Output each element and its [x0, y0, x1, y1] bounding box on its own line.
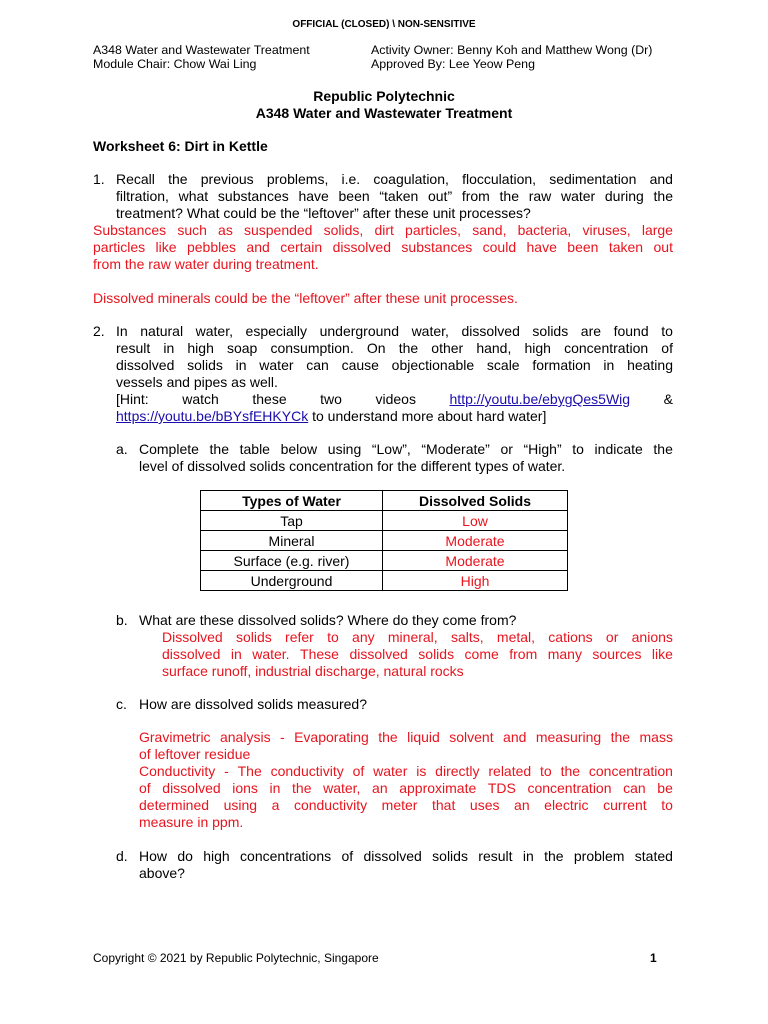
word: concentration: [527, 780, 612, 796]
word: certain: [280, 239, 323, 255]
word: Recall: [116, 171, 155, 187]
word: The: [237, 763, 262, 779]
word: cause: [341, 357, 379, 373]
table-header: Dissolved Solids: [383, 491, 568, 511]
word: dissolved: [116, 357, 175, 373]
word: any: [352, 629, 375, 645]
activity-owner: Activity Owner: Benny Koh and Matthew Wong (Dr): [371, 43, 653, 57]
word: the: [499, 188, 519, 204]
word: flocculation,: [462, 171, 537, 187]
word: and: [649, 171, 673, 187]
q2b-answer-line: [162, 629, 673, 645]
word: using: [327, 441, 362, 457]
q2c-question: How are dissolved solids measured?: [139, 696, 367, 712]
water-type-cell: Tap: [201, 511, 383, 531]
word: dissolved: [332, 239, 391, 255]
word: conductivity: [270, 763, 344, 779]
word: table: [239, 441, 270, 457]
word: out: [653, 239, 673, 255]
q2b-answer-line: [162, 646, 673, 662]
q2d-line: [139, 848, 673, 864]
word: natural: [140, 323, 184, 339]
word: soap: [226, 340, 258, 356]
word: especially: [245, 323, 308, 339]
word: conductivity: [293, 797, 368, 813]
word: to: [572, 441, 584, 457]
word: result: [478, 848, 513, 864]
q1-answer-leftover: Dissolved minerals could be the “leftover” after these unit processes.: [93, 290, 518, 306]
word: These: [300, 646, 339, 662]
q2a-label: a.: [116, 441, 128, 457]
word: like: [651, 646, 673, 662]
q2c-answer-line: of leftover residue: [139, 746, 251, 762]
word: been: [567, 239, 599, 255]
word: suspended: [243, 222, 313, 238]
word: large: [641, 222, 673, 238]
word: been: [338, 188, 370, 204]
word: the: [653, 188, 673, 204]
word: water,: [195, 323, 233, 339]
word: and: [246, 239, 270, 255]
word: be: [657, 780, 673, 796]
word: during: [604, 188, 644, 204]
solids-level-cell: Moderate: [383, 551, 568, 571]
video-link-1[interactable]: http://youtu.be/ebygQes5Wig: [449, 391, 631, 407]
word: such: [177, 222, 207, 238]
word: of: [341, 848, 354, 864]
word: and: [503, 729, 527, 745]
table-header-row: [201, 491, 568, 511]
q2c-answer-line: [139, 797, 673, 813]
word: solids: [187, 357, 223, 373]
approved-by: Approved By: Lee Yeow Peng: [371, 57, 535, 71]
hint-word: [Hint:: [116, 391, 149, 407]
word: of: [661, 340, 673, 356]
table-header: Types of Water: [201, 491, 383, 511]
q2-hint-line-2: [116, 408, 546, 424]
word: dissolved: [162, 646, 221, 662]
institution-title: Republic Polytechnic: [313, 88, 455, 104]
word: in: [163, 340, 175, 356]
word: found: [613, 323, 649, 339]
table-row: [201, 551, 568, 571]
word: sedimentation: [549, 171, 637, 187]
word: formation: [532, 357, 591, 373]
word: the: [544, 848, 564, 864]
worksheet-title: Worksheet 6: Dirt in Kettle: [93, 138, 268, 154]
word: bacteria,: [517, 222, 572, 238]
word: TDS: [487, 780, 516, 796]
dissolved-solids-table: [200, 490, 568, 591]
solids-level-cell: Low: [383, 511, 568, 531]
word: dissolved: [461, 323, 520, 339]
word: particles,: [405, 222, 462, 238]
word: what: [178, 188, 209, 204]
q2-number: 2.: [93, 323, 105, 339]
word: solids,: [323, 222, 364, 238]
word: other: [431, 340, 464, 356]
word: particles: [93, 239, 146, 255]
word: the: [560, 763, 581, 779]
word: anions: [631, 629, 673, 645]
word: many: [547, 646, 582, 662]
word: problem: [573, 848, 625, 864]
q1-answer-line: from the raw water during treatment.: [93, 256, 319, 272]
word: -: [280, 729, 285, 745]
q2c-label: c.: [116, 696, 127, 712]
word: like: [155, 239, 177, 255]
word: substances: [217, 188, 289, 204]
word: can: [306, 357, 329, 373]
word: high: [524, 340, 551, 356]
word: consumption.: [270, 340, 354, 356]
word: to: [540, 763, 552, 779]
word: dissolved: [349, 646, 408, 662]
word: the: [168, 171, 188, 187]
word: water,: [323, 780, 361, 796]
word: coagulation,: [373, 171, 449, 187]
word: in: [603, 357, 615, 373]
word: directly: [435, 763, 480, 779]
word: “Moderate”: [421, 441, 490, 457]
word: water: [373, 763, 408, 779]
water-type-cell: Underground: [201, 571, 383, 591]
solids-level-cell: Moderate: [383, 531, 568, 551]
word: the: [292, 780, 312, 796]
q2b-label: b.: [116, 612, 128, 628]
q2-line: vessels and pipes as well.: [116, 374, 278, 390]
word: concentration: [588, 763, 673, 779]
q2b-question: What are these dissolved solids? Where do they come from?: [139, 612, 517, 628]
word: can: [623, 780, 646, 796]
word: substances: [401, 239, 473, 255]
word: solids: [532, 323, 569, 339]
q2a-line: level of dissolved solids concentration for the different types of water.: [139, 458, 566, 474]
word: solids: [432, 848, 468, 864]
word: an: [372, 780, 388, 796]
word: high: [187, 340, 214, 356]
video-link-2[interactable]: https://youtu.be/bBYsfEHKYCk: [116, 408, 309, 424]
word: cations: [548, 629, 593, 645]
word: previous: [200, 171, 254, 187]
word: Dissolved: [162, 629, 223, 645]
word: meter: [381, 797, 418, 813]
hint-word: watch: [182, 391, 219, 407]
word: scale: [486, 357, 520, 373]
word: concentrations: [240, 848, 332, 864]
water-type-cell: Surface (e.g. river): [201, 551, 383, 571]
q1-line: [116, 171, 673, 187]
module-name: A348 Water and Wastewater Treatment: [93, 43, 310, 57]
word: are: [580, 323, 602, 339]
word: heating: [627, 357, 673, 373]
word: salts,: [450, 629, 484, 645]
word: viruses,: [582, 222, 631, 238]
word: the: [209, 441, 229, 457]
q2-hint-line: [116, 391, 673, 407]
q2-line: [116, 323, 673, 339]
word: of: [139, 780, 151, 796]
q2c-answer-line: measure in ppm.: [139, 814, 244, 830]
hint-word: these: [252, 391, 287, 407]
solids-level-cell: High: [383, 571, 568, 591]
word: in: [230, 646, 242, 662]
word: current: [603, 797, 647, 813]
water-type-cell: Mineral: [201, 531, 383, 551]
page-number: 1: [650, 951, 657, 965]
word: come: [464, 646, 499, 662]
word: solvent: [449, 729, 494, 745]
hint-end: to understand more about hard water]: [308, 408, 547, 424]
word: in: [235, 357, 247, 373]
copyright-footer: Copyright © 2021 by Republic Polytechnic, Singapore: [93, 951, 379, 965]
word: objectionable: [391, 357, 475, 373]
q2c-answer-line: [139, 729, 673, 745]
word: is: [416, 763, 427, 779]
word: analysis: [219, 729, 271, 745]
word: to: [661, 323, 673, 339]
word: concentration: [564, 340, 649, 356]
word: a: [271, 797, 280, 813]
word: to: [661, 797, 673, 813]
word: water: [259, 357, 294, 373]
word: problems,: [266, 171, 329, 187]
q2c-answer-line: [139, 780, 673, 796]
word: Gravimetric: [139, 729, 211, 745]
word: water,: [411, 323, 449, 339]
word: have: [526, 239, 557, 255]
word: the: [610, 729, 631, 745]
word: stated: [634, 848, 673, 864]
word: to: [327, 629, 339, 645]
hint-word: two: [320, 391, 342, 407]
word: On: [366, 340, 386, 356]
word: metal,: [496, 629, 536, 645]
word: indicate: [594, 441, 643, 457]
word: have: [298, 188, 329, 204]
word: Evaporating: [294, 729, 369, 745]
word: solids: [235, 629, 272, 645]
word: raw: [528, 188, 552, 204]
word: high: [203, 848, 230, 864]
word: from: [461, 188, 490, 204]
word: an: [514, 797, 530, 813]
word: of: [352, 763, 365, 779]
word: result: [116, 340, 151, 356]
table-row: [201, 571, 568, 591]
word: Conductivity: [139, 763, 216, 779]
word: i.e.: [341, 171, 361, 187]
word: solids: [418, 646, 455, 662]
word: How: [139, 848, 168, 864]
word: from: [509, 646, 538, 662]
word: Complete: [139, 441, 199, 457]
q2d-line: above?: [139, 865, 185, 881]
word: sand,: [472, 222, 507, 238]
q2-line: [116, 357, 673, 373]
word: taken: [608, 239, 644, 255]
word: or: [500, 441, 513, 457]
word: mass: [639, 729, 673, 745]
word: In: [116, 323, 128, 339]
q2-line: [116, 340, 673, 356]
word: approximate: [399, 780, 477, 796]
word: electric: [544, 797, 589, 813]
word: related: [488, 763, 532, 779]
word: measuring: [535, 729, 602, 745]
classification-label: OFFICIAL (CLOSED) \ NON-SENSITIVE: [292, 19, 476, 30]
word: pebbles: [186, 239, 237, 255]
q2a-line: [139, 441, 673, 457]
word: out”: [427, 188, 453, 204]
word: underground: [319, 323, 399, 339]
word: “taken: [379, 188, 419, 204]
word: mineral,: [387, 629, 438, 645]
word: filtration,: [116, 188, 169, 204]
word: in: [269, 780, 281, 796]
word: ions: [232, 780, 258, 796]
word: using: [223, 797, 258, 813]
word: the: [653, 441, 673, 457]
word: do: [177, 848, 193, 864]
q1-answer-line: [93, 222, 673, 238]
word: that: [432, 797, 456, 813]
module-chair: Module Chair: Chow Wai Ling: [93, 57, 257, 71]
word: “Low”,: [371, 441, 411, 457]
word: the: [398, 340, 419, 356]
word: below: [280, 441, 318, 457]
ampersand: &: [663, 391, 673, 407]
word: -: [224, 763, 229, 779]
word: dissolved: [162, 780, 221, 796]
q1-answer-line: [93, 239, 673, 255]
word: water: [560, 188, 596, 204]
q1-number: 1.: [93, 171, 105, 187]
word: water.: [252, 646, 290, 662]
word: the: [378, 729, 398, 745]
word: hand,: [476, 340, 512, 356]
word: sources: [592, 646, 642, 662]
q2d-label: d.: [116, 848, 128, 864]
word: determined: [139, 797, 210, 813]
word: liquid: [407, 729, 440, 745]
word: as: [218, 222, 233, 238]
hint-word: videos: [375, 391, 416, 407]
word: dirt: [374, 222, 394, 238]
q1-line: [116, 188, 673, 204]
word: uses: [469, 797, 500, 813]
course-title: A348 Water and Wastewater Treatment: [255, 105, 513, 121]
word: dissolved: [363, 848, 422, 864]
word: in: [522, 848, 534, 864]
word: refer: [285, 629, 314, 645]
q2c-answer-line: [139, 763, 673, 779]
table-row: [201, 531, 568, 551]
q2b-answer-line: surface runoff, industrial discharge, natural rocks: [162, 663, 464, 679]
q1-line: treatment? What could be the “leftover” after these unit processes?: [116, 205, 531, 221]
word: could: [482, 239, 517, 255]
table-row: [201, 511, 568, 531]
word: or: [605, 629, 619, 645]
word: “High”: [523, 441, 562, 457]
word: Substances: [93, 222, 167, 238]
